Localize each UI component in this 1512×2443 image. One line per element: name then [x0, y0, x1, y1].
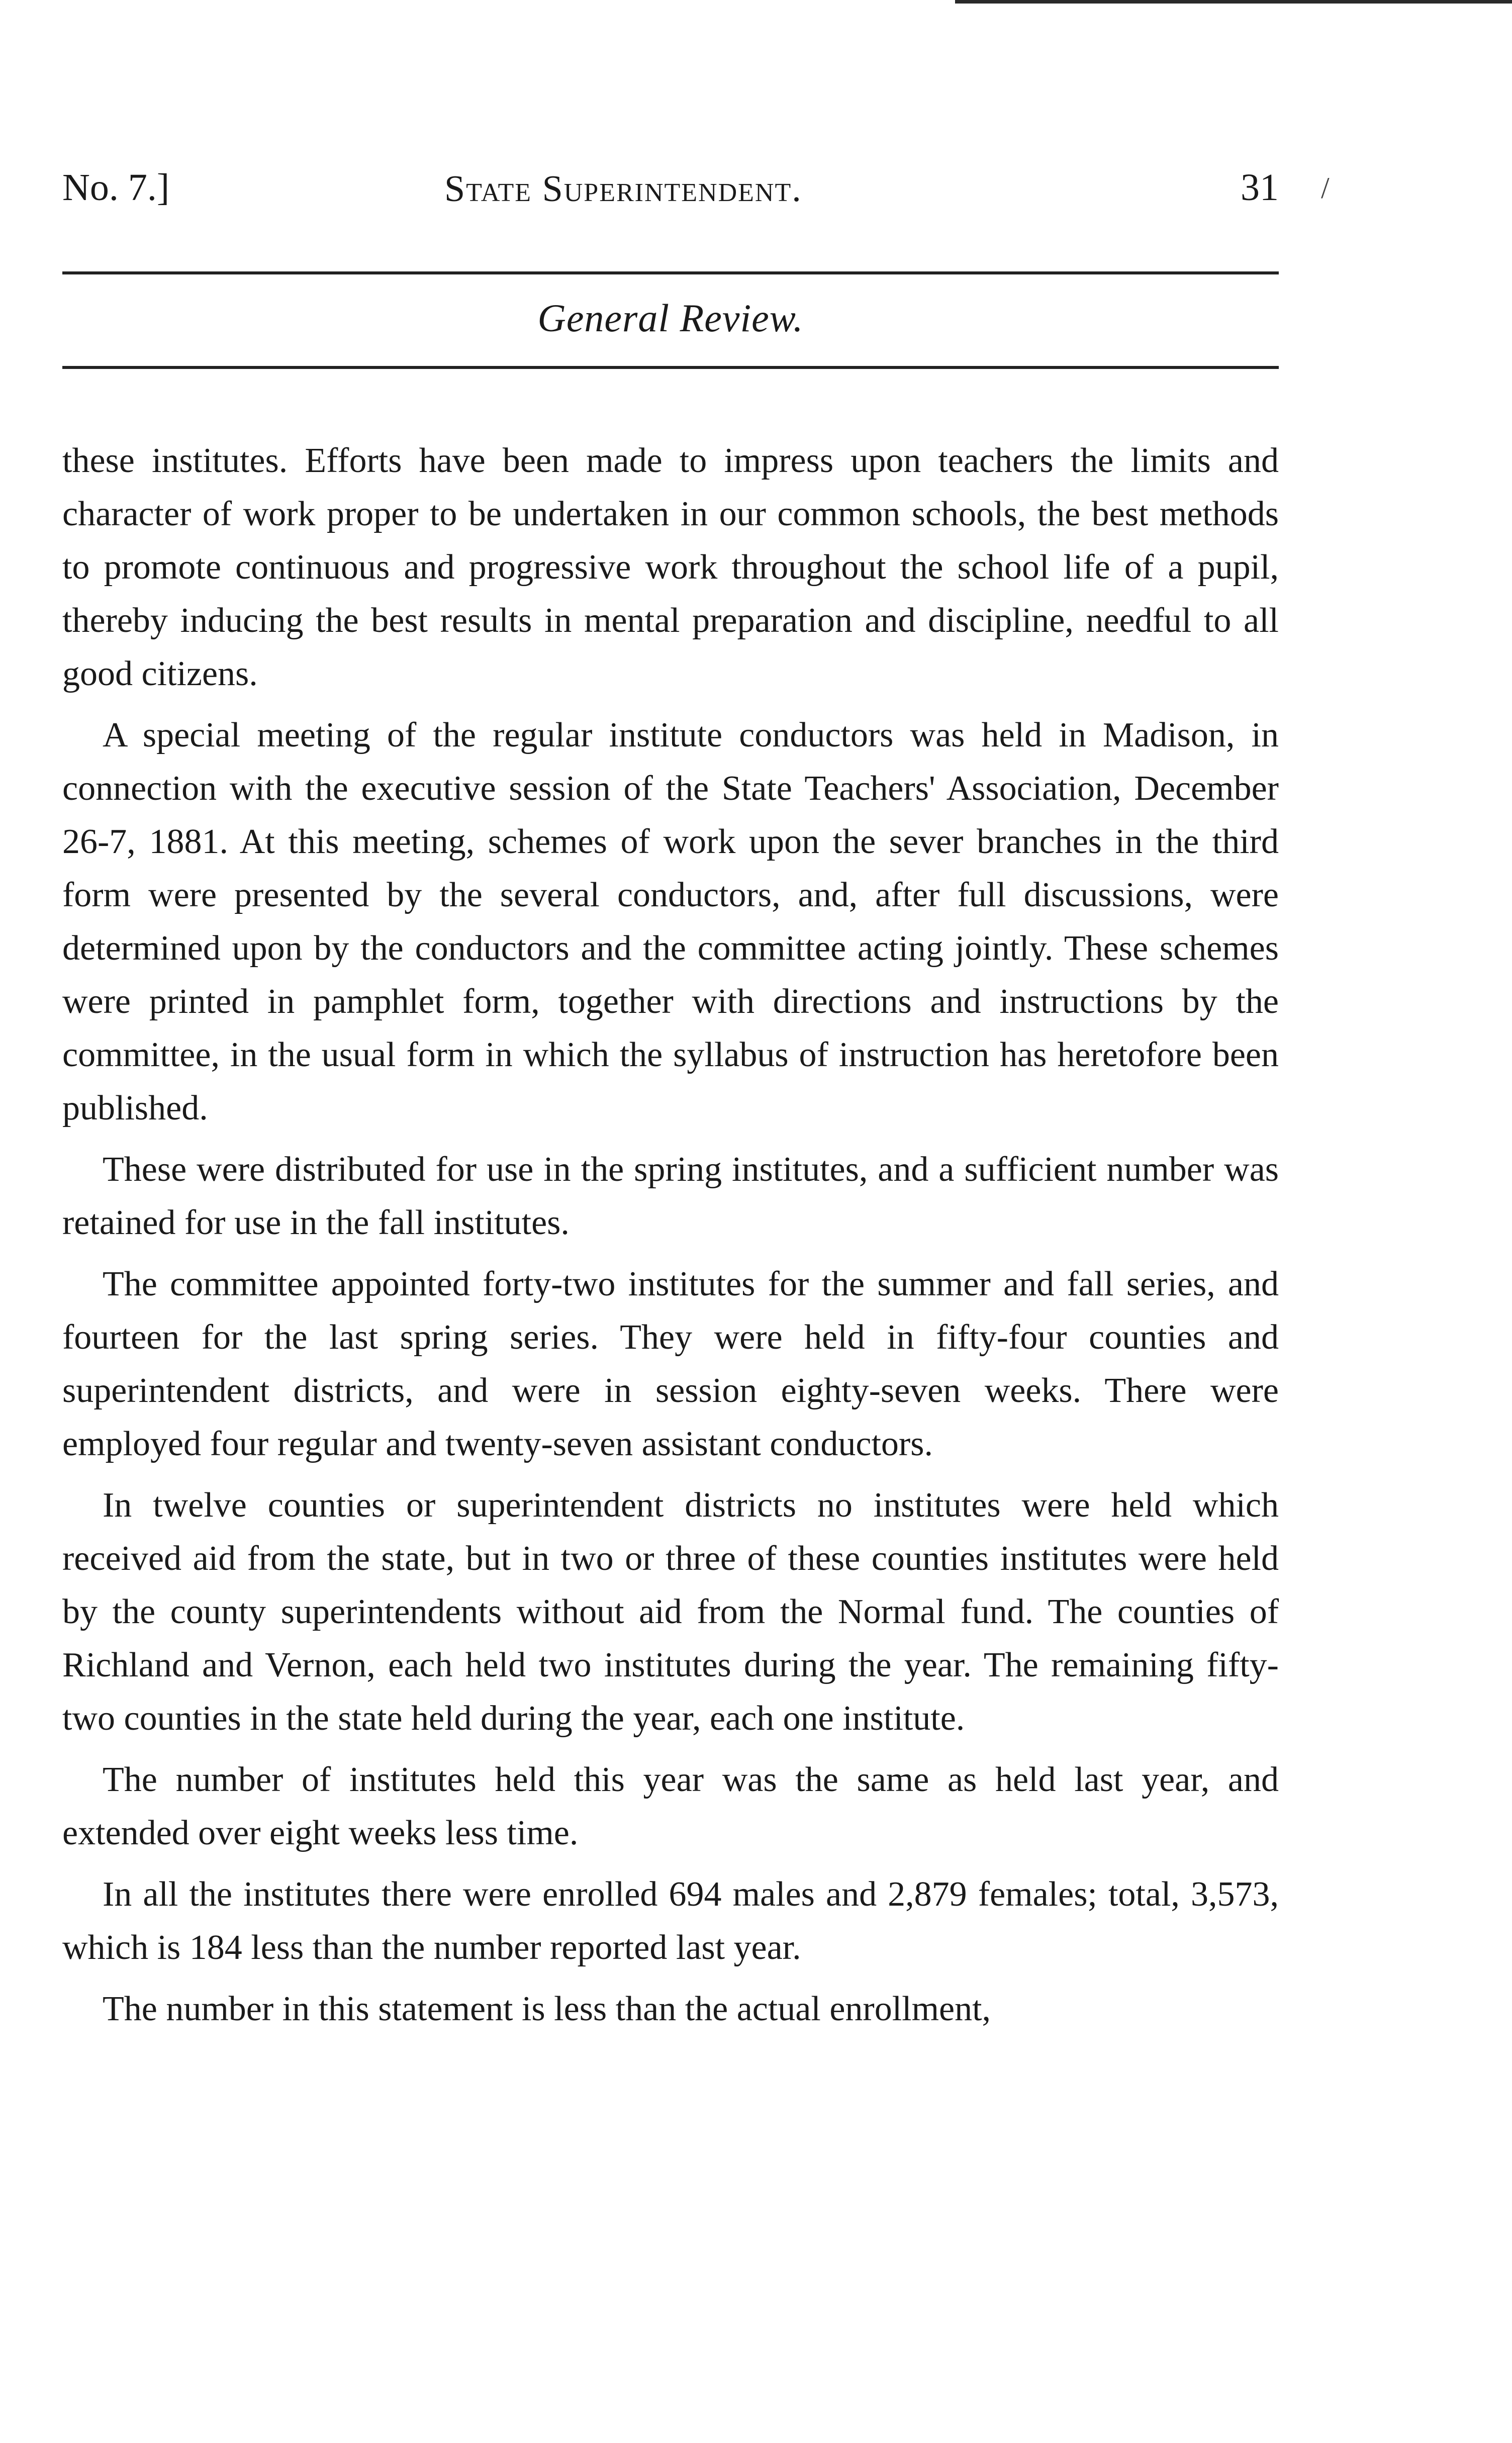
page-header	[62, 166, 1279, 221]
header-rule-top	[62, 271, 1279, 274]
scan-top-edge	[955, 0, 1512, 4]
header-rule-bottom	[62, 366, 1279, 369]
running-title: State Superintendent.	[444, 168, 802, 210]
paragraph: These were distributed for use in the spring institutes, and a sufficient number was retained for use in the fall institutes.	[62, 1150, 1279, 1242]
stray-mark: /	[1321, 171, 1330, 205]
page-number: 31	[1241, 166, 1279, 209]
paragraph: A special meeting of the regular institute conductors was held in Madison, in connection with the executive session of the State Teachers' Association, December 26-7, 1881. At this meeting, schemes of work upon the sever branches in the third form were presented by the several conductors, and, after full discussions, were determined upon by the conductors and the committee acting jointly. These schemes were printed in pamphlet form, together with directions and instructions by the committee, in the usual form in which the syllabus of instruction has heretofore been published.	[62, 716, 1279, 1127]
body-text	[62, 434, 1279, 2044]
paragraph: In all the institutes there were enrolled 694 males and 2,879 females; total, 3,573, which is 184 less than the number reported last year.	[62, 1875, 1279, 1967]
paragraph: The number in this statement is less than the actual enrollment,	[103, 1990, 991, 2028]
section-title: General Review.	[537, 296, 804, 340]
paragraph: In twelve counties or superintendent districts no institutes were held which received aid from the state, but in two or three of these counties institutes were held by the county superintendents without aid from the Normal fund. The counties of Richland and Vernon, each held two institutes during the year. The remaining fifty-two counties in the state held during the year, each one institute.	[62, 1486, 1279, 1738]
issue-number: No. 7.]	[62, 166, 170, 209]
paragraph: The number of institutes held this year was the same as held last year, and extended over eight weeks less time.	[62, 1760, 1279, 1852]
paragraph: these institutes. Efforts have been made to impress upon teachers the limits and character of work proper to be undertaken in our common schools, the best methods to promote continuous and progressive work throughout the school life of a pupil, thereby inducing the best results in mental preparation and discipline, needful to all good citizens.	[62, 441, 1279, 693]
paragraph: The committee appointed forty-two institutes for the summer and fall series, and fourteen for the last spring series. They were held in fifty-four counties and superintendent districts, and were in session eighty-seven weeks. There were employed four regular and twenty-seven assistant conductors.	[62, 1265, 1279, 1463]
